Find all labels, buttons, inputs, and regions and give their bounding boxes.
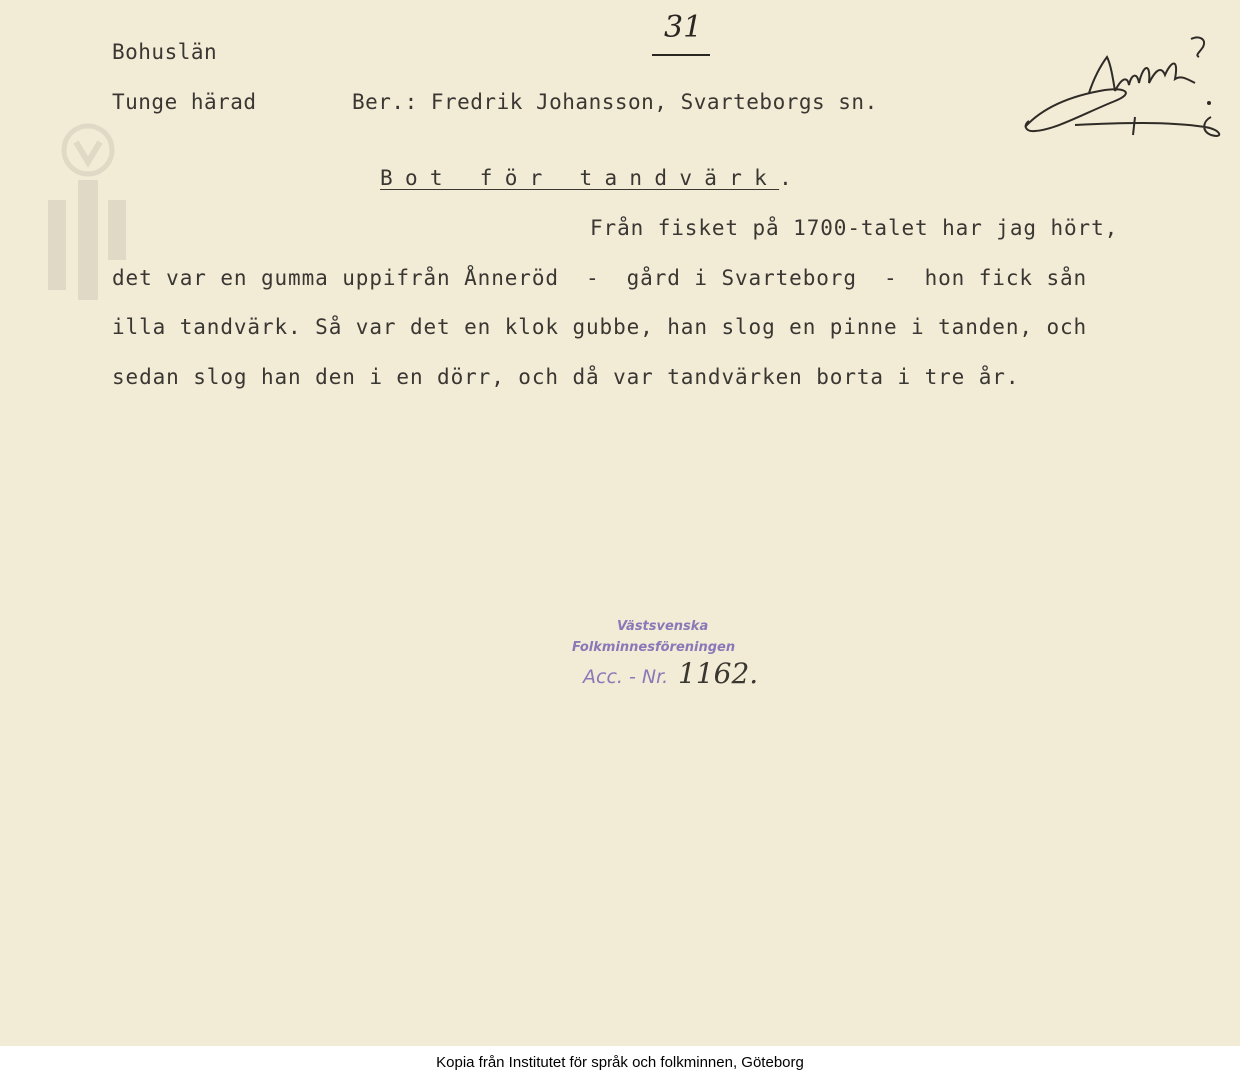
- body-line-2: det var en gumma uppifrån Ånneröd - gård i Svarteborg - hon fick sån: [112, 266, 1088, 290]
- page-number-underline: [652, 54, 710, 56]
- title-period: .: [779, 166, 805, 190]
- body-line-4: sedan slog han den i en dörr, och då var tandvärken borta i tre år.: [112, 365, 1020, 389]
- handwritten-signature: [1015, 35, 1230, 140]
- stamp-organization-line2: Folkminnesföreningen: [572, 640, 736, 655]
- body-line-3: illa tandvärk. Så var det en klok gubbe, han slog en pinne i tanden, och: [112, 315, 1088, 339]
- stamp-accession-number: 1162.: [678, 657, 759, 690]
- region-label: Bohuslän: [112, 40, 218, 64]
- copy-footer: Kopia från Institutet för språk och folkminnen, Göteborg: [436, 1054, 804, 1071]
- stamp-organization-line1: Västsvenska: [617, 619, 709, 634]
- body-line-1: Från fisket på 1700-talet har jag hört,: [590, 216, 1119, 240]
- district-label: Tunge härad: [112, 90, 257, 114]
- document-title: [380, 166, 804, 190]
- page-number: 31: [664, 10, 703, 45]
- archive-stamp: [565, 615, 805, 695]
- informant-label: Ber.: Fredrik Johansson, Svarteborgs sn.: [352, 90, 878, 114]
- stamp-accession-label: Acc. - Nr.: [583, 666, 669, 688]
- title-text: Bot för tandvärk: [380, 166, 780, 190]
